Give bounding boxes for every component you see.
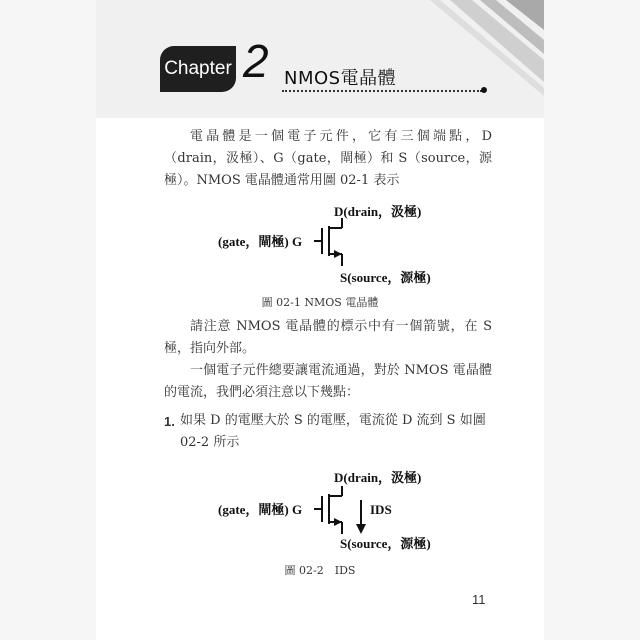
chapter-title: NMOS電晶體 [284, 68, 397, 89]
fig2-current-arrow-head [356, 524, 366, 534]
fig1-drain-label: D(drain，汲極) [334, 204, 422, 219]
fig1-gate-label: (gate，閘極) G [218, 234, 303, 249]
chapter-tab [160, 46, 236, 92]
decorative-stripes [410, 0, 544, 118]
fig2-transistor-symbol [314, 486, 361, 534]
figure2-caption: 圖 02-2 IDS [284, 564, 356, 577]
paragraph-arrow-note: 請注意 NMOS 電晶體的標示中有一個箭號，在 S 極，指向外部。 [164, 319, 492, 356]
fig2-source-arrow [334, 518, 342, 526]
fig1-source-arrow [334, 250, 342, 258]
fig2-source-label: S(source，源極) [340, 536, 431, 551]
left-margin [0, 0, 96, 640]
right-margin [544, 0, 640, 640]
chapter-tab-label: Chapter [164, 58, 232, 79]
paragraph-current-intro: 一個電子元件總要讓電流通過，對於 NMOS 電晶體的電流，我們必須注意以下幾點： [164, 363, 492, 400]
list-item-text: 如果 D 的電壓大於 S 的電壓，電流從 D 流到 S 如圖 02-2 所示 [180, 413, 486, 450]
figure-nmos-symbol [96, 196, 544, 296]
fig1-source-label: S(source，源極) [340, 270, 431, 285]
page-number: 11 [472, 592, 486, 607]
fig2-drain-label: D(drain，汲極) [334, 470, 422, 485]
fig1-transistor-symbol [314, 218, 342, 266]
figure1-caption: 圖 02-1 NMOS 電晶體 [261, 296, 379, 309]
list-item-number: 1. [164, 414, 175, 429]
title-dotted-rule [282, 90, 482, 92]
fig2-gate-label: (gate，閘極) G [218, 502, 303, 517]
title-rule-end-dot [481, 87, 487, 93]
paragraph-intro: 電晶體是一個電子元件，它有三個端點，D（drain，汲極）、G（gate，閘極）和 S（source，源極）。NMOS 電晶體通常用圖 02-1 表示 [164, 129, 492, 188]
chapter-number: 2 [243, 35, 269, 87]
figure-ids-current [96, 464, 544, 560]
fig2-ids-label: IDS [370, 502, 392, 517]
